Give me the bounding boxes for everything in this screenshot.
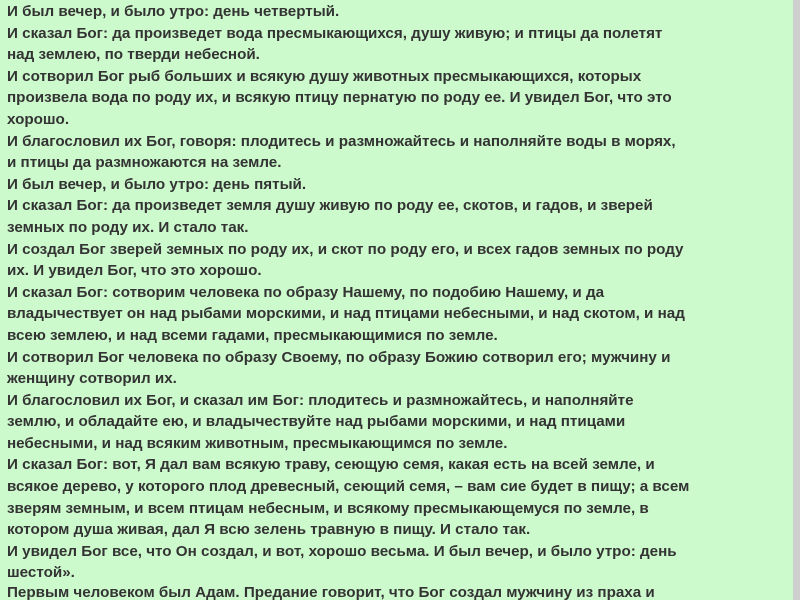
text-line: И благословил их Бог, и сказал им Бог: плодитесь и размножайтесь, и наполняйте	[7, 391, 634, 409]
text-paragraph	[7, 131, 789, 174]
text-line: всею землею, и над всеми гадами, пресмыкающимися по земле.	[7, 326, 498, 344]
text-paragraph	[7, 195, 789, 238]
text-line: И создал Бог зверей земных по роду их, и скот по роду его, и всех гадов земных по роду	[7, 240, 684, 258]
text-paragraph	[7, 174, 789, 196]
right-edge-bar	[793, 0, 800, 600]
text-line: И сказал Бог: вот, Я дал вам всякую траву, сеющую семя, какая есть на всей земле, и	[7, 456, 655, 474]
text-paragraph	[7, 390, 789, 455]
text-line: хорошо.	[7, 110, 70, 128]
text-line: И был вечер, и было утро: день четвертый.	[7, 3, 340, 20]
text-line: всякое дерево, у которого плод древесный, сеющий семя, – вам сие будет в пищу; а всем	[7, 478, 690, 496]
text-paragraph	[7, 541, 789, 584]
text-line: землю, и обладайте ею, и владычествуйте над рыбами морскими, и над птицами	[7, 413, 626, 431]
text-line: И сотворил Бог человека по образу Своему, по образу Божию сотворил его; мужчину и	[7, 348, 671, 366]
text-line: небесными, и над всяким животным, пресмыкающимся по земле.	[7, 434, 508, 452]
text-line: И был вечер, и было утро: день пятый.	[7, 175, 307, 193]
text-line: И увидел Бог все, что Он создал, и вот, хорошо весьма. И был вечер, и было утро: день	[7, 542, 677, 560]
text-line: И сказал Бог: сотворим человека по образу Нашему, по подобию Нашему, и да	[7, 283, 605, 301]
scripture-text	[7, 1, 789, 584]
text-line: над землею, по тверди небесной.	[7, 46, 260, 64]
text-line: и птицы да размножаются на земле.	[7, 154, 282, 172]
text-line: шестой».	[7, 564, 75, 582]
text-line: И сотворил Бог рыб больших и всякую душу животных пресмыкающихся, которых	[7, 67, 642, 85]
text-paragraph	[7, 239, 789, 282]
text-line: зверям земным, и всем птицам небесным, и всякому пресмыкающемуся по земле, в	[7, 499, 649, 517]
text-line: котором душа живая, дал Я всю зелень травную в пищу. И стало так.	[7, 521, 531, 539]
text-line: земных по роду их. И стало так.	[7, 218, 249, 236]
text-line: И сказал Бог: да произведет земля душу живую по роду ее, скотов, и гадов, и зверей	[7, 197, 653, 215]
text-paragraph	[7, 347, 789, 390]
text-line: И сказал Бог: да произведет вода пресмыкающихся, душу живую; и птицы да полетят	[7, 24, 663, 42]
text-line: произвела вода по роду их, и всякую птицу пернатую по роду ее. И увидел Бог, что это	[7, 89, 672, 107]
text-line: женщину сотворил их.	[7, 370, 177, 388]
cutoff-text-line: Первым человеком был Адам. Предание говорит, что Бог создал мужчину из праха и	[7, 584, 655, 600]
text-line: владычествует он над рыбами морскими, и над птицами небесными, и над скотом, и над	[7, 305, 685, 323]
text-line: И благословил их Бог, говоря: плодитесь и размножайтесь и наполняйте воды в морях,	[7, 132, 676, 150]
text-paragraph	[7, 66, 789, 131]
text-paragraph	[7, 454, 789, 540]
text-paragraph	[7, 282, 789, 347]
text-paragraph	[7, 1, 789, 23]
text-paragraph	[7, 23, 789, 66]
text-line: их. И увидел Бог, что это хорошо.	[7, 262, 262, 280]
